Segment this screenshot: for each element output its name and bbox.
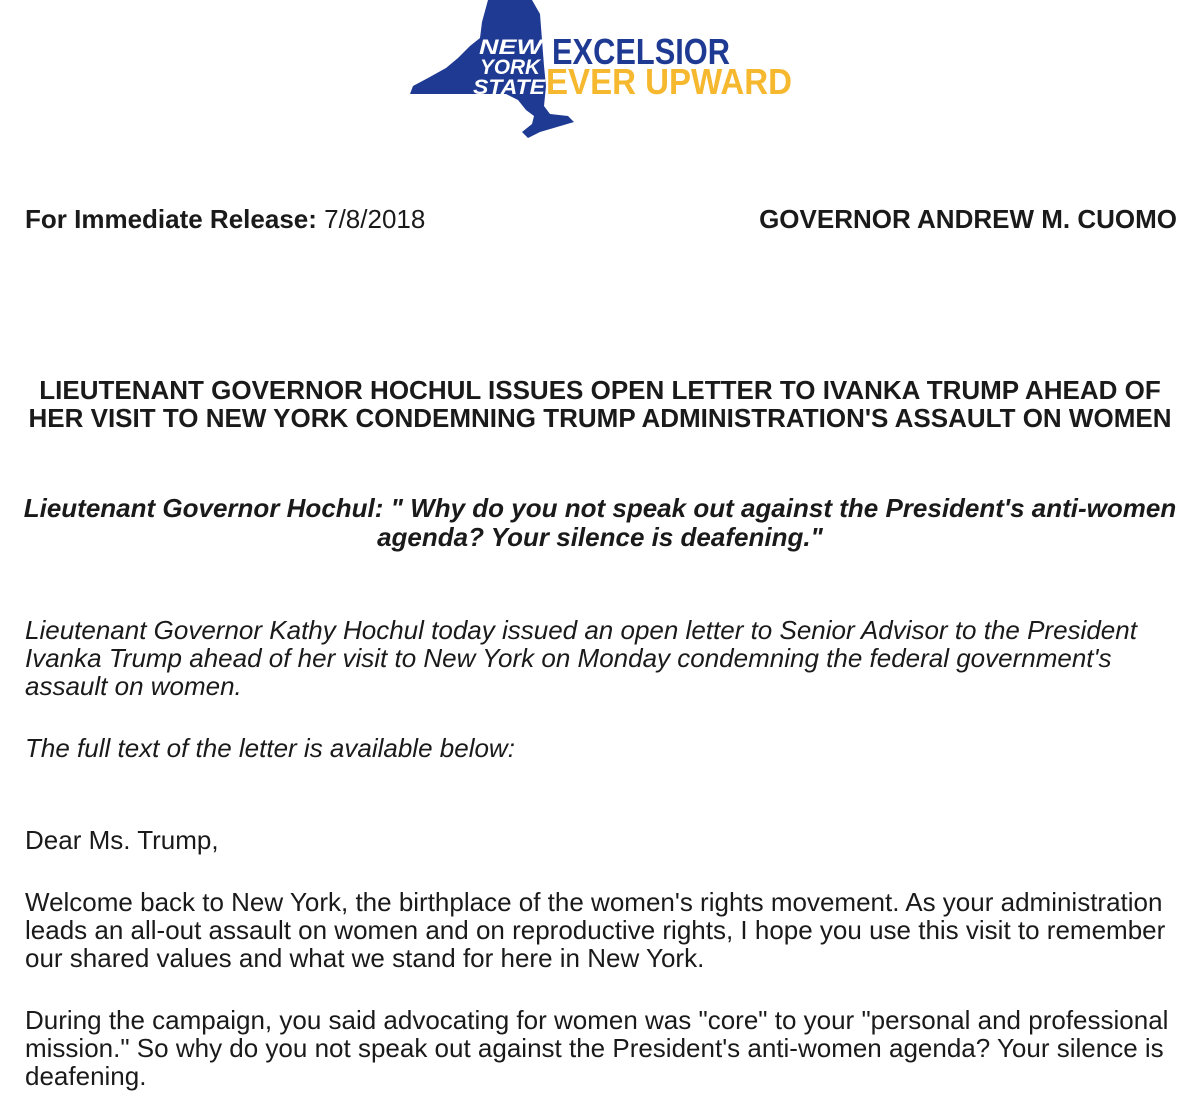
press-release-subhead: Lieutenant Governor Hochul: " Why do you not speak out against the President's anti-women agenda? Your silence is deafening." (23, 493, 1177, 552)
release-label: For Immediate Release: (25, 204, 317, 234)
intro-paragraph: Lieutenant Governor Kathy Hochul today issued an open letter to Senior Advisor to the President Ivanka Trump ahead of her visit to New York on Monday condemning the federal government's assault on women. (25, 615, 1137, 701)
release-info (25, 204, 425, 235)
nys-map-icon (410, 0, 800, 140)
release-line (25, 204, 1177, 238)
letter-salutation: Dear Ms. Trump, (25, 825, 219, 855)
logo-state-line3: STATE (473, 76, 547, 99)
letter-paragraph-2: During the campaign, you said advocating for women was "core" to your "personal and professional mission." So why do you not speak out against the President's anti-women agenda? Your silence is deafening. (25, 1005, 1169, 1091)
press-release-headline: LIEUTENANT GOVERNOR HOCHUL ISSUES OPEN LETTER TO IVANKA TRUMP AHEAD OF HER VISIT TO NEW YORK CONDEMNING TRUMP ADMINISTRATION'S ASSAULT ON WOMEN (28, 375, 1172, 433)
logo-motto-line2: EVER UPWARD (546, 61, 792, 102)
release-date: 7/8/2018 (324, 204, 426, 234)
nys-logo (410, 0, 800, 140)
letter-paragraph-1: Welcome back to New York, the birthplace of the women's rights movement. As your administration leads an all-out assault on women and on reproductive rights, I hope you use this visit to remember our shared values and what we stand for here in New York. (25, 887, 1166, 973)
full-text-note: The full text of the letter is available below: (25, 733, 515, 763)
release-office: GOVERNOR ANDREW M. CUOMO (759, 204, 1177, 234)
logo-motto-line1: EXCELSIOR (552, 31, 730, 72)
logo-state-line1: NEW (479, 36, 545, 59)
logo-state-line2: YORK (480, 56, 542, 79)
